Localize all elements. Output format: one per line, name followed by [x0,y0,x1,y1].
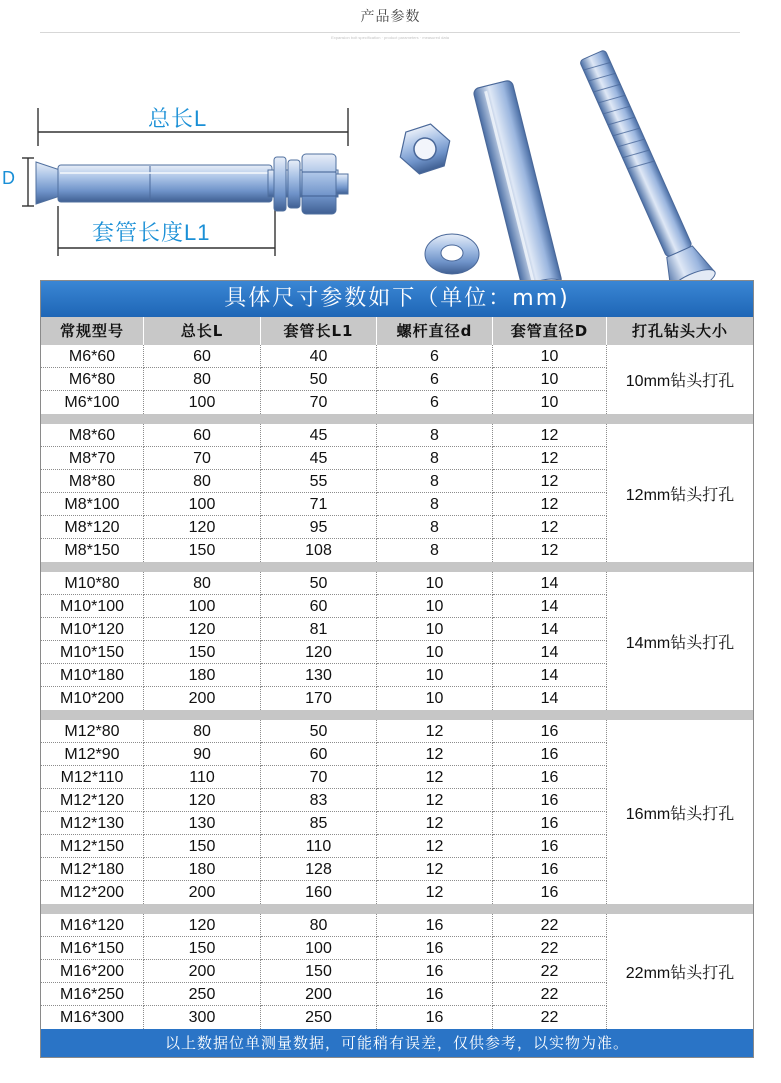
table-group [41,914,753,1029]
cell-sleeve-diameter: 12 [493,539,607,562]
cell-sleeve-length: 130 [261,664,377,687]
cell-sleeve-diameter: 16 [493,812,607,835]
cell-total-length: 200 [144,881,261,904]
cell-total-length: 120 [144,789,261,812]
table-header-row [41,317,753,345]
cell-model: M12*110 [41,766,144,789]
cell-sleeve-diameter: 14 [493,572,607,595]
cell-model: M16*150 [41,937,144,960]
assembled-bolt-image [36,154,348,214]
cell-sleeve-diameter: 16 [493,789,607,812]
cell-screw-diameter: 8 [377,539,493,562]
cell-sleeve-length: 45 [261,447,377,470]
cell-total-length: 80 [144,470,261,493]
cell-sleeve-diameter: 12 [493,447,607,470]
column-header-drill-size: 打孔钻头大小 [631,322,728,340]
cell-sleeve-diameter: 16 [493,766,607,789]
cell-total-length: 60 [144,424,261,447]
cell-screw-diameter: 10 [377,641,493,664]
cell-screw-diameter: 8 [377,516,493,539]
cell-screw-diameter: 12 [377,835,493,858]
cell-sleeve-length: 200 [261,983,377,1006]
column-header-model: 常规型号 [41,317,144,345]
group-separator [41,904,753,914]
cell-sleeve-diameter: 12 [493,516,607,539]
cell-screw-diameter: 12 [377,881,493,904]
cell-sleeve-diameter: 16 [493,720,607,743]
cell-drill-size: 16mm钻头打孔 [625,805,735,823]
cell-total-length: 90 [144,743,261,766]
cell-screw-diameter: 10 [377,618,493,641]
cell-total-length: 120 [144,914,261,937]
cell-model: M16*250 [41,983,144,1006]
cell-sleeve-diameter: 16 [493,858,607,881]
cell-drill-size: 10mm钻头打孔 [625,373,735,390]
cell-model: M8*80 [41,470,144,493]
cell-sleeve-length: 70 [261,391,377,414]
table-group [41,572,753,710]
cell-total-length: 80 [144,572,261,595]
cell-model: M10*150 [41,641,144,664]
cell-sleeve-diameter: 10 [493,391,607,414]
cell-sleeve-length: 50 [261,720,377,743]
cell-sleeve-diameter: 14 [493,687,607,710]
cell-total-length: 150 [144,835,261,858]
cell-sleeve-length: 83 [261,789,377,812]
cell-sleeve-diameter: 22 [493,937,607,960]
cell-sleeve-diameter: 16 [493,881,607,904]
cell-model: M10*100 [41,595,144,618]
cell-model: M6*100 [41,391,144,414]
cell-model: M10*200 [41,687,144,710]
header-fine-print: Expansion bolt specification · product parameters · measured data [331,36,449,40]
cell-sleeve-diameter: 14 [493,595,607,618]
cell-sleeve-length: 120 [261,641,377,664]
table-group [41,720,753,904]
cell-sleeve-length: 150 [261,960,377,983]
cell-sleeve-diameter: 22 [493,983,607,1006]
cell-total-length: 250 [144,983,261,1006]
page-header [0,0,781,46]
cell-screw-diameter: 16 [377,1006,493,1029]
cell-sleeve-length: 40 [261,345,377,368]
cell-screw-diameter: 16 [377,960,493,983]
cell-model: M12*120 [41,789,144,812]
cell-total-length: 300 [144,1006,261,1029]
cell-sleeve-length: 128 [261,858,377,881]
cell-model: M10*80 [41,572,144,595]
cell-screw-diameter: 12 [377,858,493,881]
cell-screw-diameter: 12 [377,789,493,812]
sleeve-length-label: 套管长度L1 [92,220,211,245]
cell-sleeve-length: 60 [261,743,377,766]
cell-total-length: 180 [144,664,261,687]
cell-screw-diameter: 10 [377,664,493,687]
table-title: 具体尺寸参数如下（单位：mm) [41,281,753,317]
cell-screw-diameter: 12 [377,720,493,743]
cell-model: M6*60 [41,345,144,368]
cell-model: M8*150 [41,539,144,562]
page-title: 产品参数 [360,8,421,24]
cell-model: M8*60 [41,424,144,447]
cell-total-length: 150 [144,539,261,562]
cell-total-length: 150 [144,641,261,664]
cell-sleeve-length: 250 [261,1006,377,1029]
cell-model: M12*200 [41,881,144,904]
cell-model: M12*150 [41,835,144,858]
cell-sleeve-length: 60 [261,595,377,618]
cell-sleeve-length: 160 [261,881,377,904]
cell-total-length: 100 [144,493,261,516]
column-header-sleeve-diameter: 套管直径D [493,317,607,345]
cell-screw-diameter: 16 [377,914,493,937]
group-separator [41,562,753,572]
cell-sleeve-length: 81 [261,618,377,641]
cell-sleeve-length: 71 [261,493,377,516]
table-group [41,345,753,414]
group-separator [41,414,753,424]
cell-sleeve-diameter: 10 [493,345,607,368]
cell-screw-diameter: 8 [377,493,493,516]
cell-screw-diameter: 10 [377,687,493,710]
cell-screw-diameter: 16 [377,983,493,1006]
cell-sleeve-length: 80 [261,914,377,937]
cell-sleeve-diameter: 12 [493,493,607,516]
cell-screw-diameter: 12 [377,766,493,789]
cell-total-length: 100 [144,595,261,618]
cell-sleeve-length: 100 [261,937,377,960]
total-length-label: 总长L [148,106,208,131]
cell-sleeve-diameter: 16 [493,743,607,766]
cell-total-length: 200 [144,687,261,710]
header-divider [40,32,740,33]
cell-screw-diameter: 10 [377,595,493,618]
cell-model: M8*120 [41,516,144,539]
cell-model: M16*200 [41,960,144,983]
cell-total-length: 70 [144,447,261,470]
cell-model: M8*70 [41,447,144,470]
cell-model: M12*80 [41,720,144,743]
cell-sleeve-length: 50 [261,368,377,391]
cell-sleeve-diameter: 14 [493,664,607,687]
cell-model: M12*130 [41,812,144,835]
column-header-total-length: 总长L [144,317,261,345]
cell-screw-diameter: 8 [377,470,493,493]
cell-total-length: 130 [144,812,261,835]
cell-model: M6*80 [41,368,144,391]
cell-total-length: 80 [144,720,261,743]
cell-screw-diameter: 8 [377,447,493,470]
cell-sleeve-diameter: 22 [493,960,607,983]
cell-model: M12*180 [41,858,144,881]
cell-model: M16*300 [41,1006,144,1029]
cell-total-length: 80 [144,368,261,391]
cell-sleeve-diameter: 10 [493,368,607,391]
cell-total-length: 120 [144,618,261,641]
cell-drill-size: 12mm钻头打孔 [625,486,735,504]
disassembled-parts-image [393,46,718,280]
cell-sleeve-length: 45 [261,424,377,447]
cell-total-length: 100 [144,391,261,414]
cell-screw-diameter: 6 [377,391,493,414]
cell-sleeve-length: 95 [261,516,377,539]
cell-sleeve-length: 108 [261,539,377,562]
cell-sleeve-diameter: 16 [493,835,607,858]
product-hero [0,46,781,280]
cell-drill-size: 14mm钻头打孔 [625,634,735,652]
cell-sleeve-length: 85 [261,812,377,835]
cell-model: M10*180 [41,664,144,687]
group-separator [41,710,753,720]
cell-screw-diameter: 12 [377,743,493,766]
cell-screw-diameter: 16 [377,937,493,960]
table-footer-note: 以上数据位单测量数据，可能稍有误差，仅供参考，以实物为准。 [41,1029,753,1057]
cell-sleeve-diameter: 12 [493,470,607,493]
cell-screw-diameter: 6 [377,368,493,391]
cell-sleeve-diameter: 14 [493,618,607,641]
cell-sleeve-length: 70 [261,766,377,789]
column-header-sleeve-length: 套管长L1 [261,317,377,345]
cell-sleeve-diameter: 12 [493,424,607,447]
cell-drill-size: 22mm钻头打孔 [625,965,735,982]
spec-table [40,280,754,1058]
cell-sleeve-length: 170 [261,687,377,710]
cell-sleeve-length: 55 [261,470,377,493]
cell-sleeve-length: 110 [261,835,377,858]
cell-total-length: 180 [144,858,261,881]
cell-total-length: 120 [144,516,261,539]
cell-model: M16*120 [41,914,144,937]
cell-screw-diameter: 6 [377,345,493,368]
cell-screw-diameter: 12 [377,812,493,835]
cell-sleeve-length: 50 [261,572,377,595]
column-header-screw-diameter: 螺杆直径d [377,317,493,345]
cell-model: M10*120 [41,618,144,641]
diameter-label: D [2,168,15,188]
cell-model: M8*100 [41,493,144,516]
cell-screw-diameter: 10 [377,572,493,595]
cell-model: M12*90 [41,743,144,766]
cell-sleeve-diameter: 22 [493,1006,607,1029]
cell-sleeve-diameter: 22 [493,914,607,937]
table-group [41,424,753,562]
cell-total-length: 110 [144,766,261,789]
cell-sleeve-diameter: 14 [493,641,607,664]
cell-total-length: 60 [144,345,261,368]
cell-total-length: 200 [144,960,261,983]
cell-screw-diameter: 8 [377,424,493,447]
cell-total-length: 150 [144,937,261,960]
